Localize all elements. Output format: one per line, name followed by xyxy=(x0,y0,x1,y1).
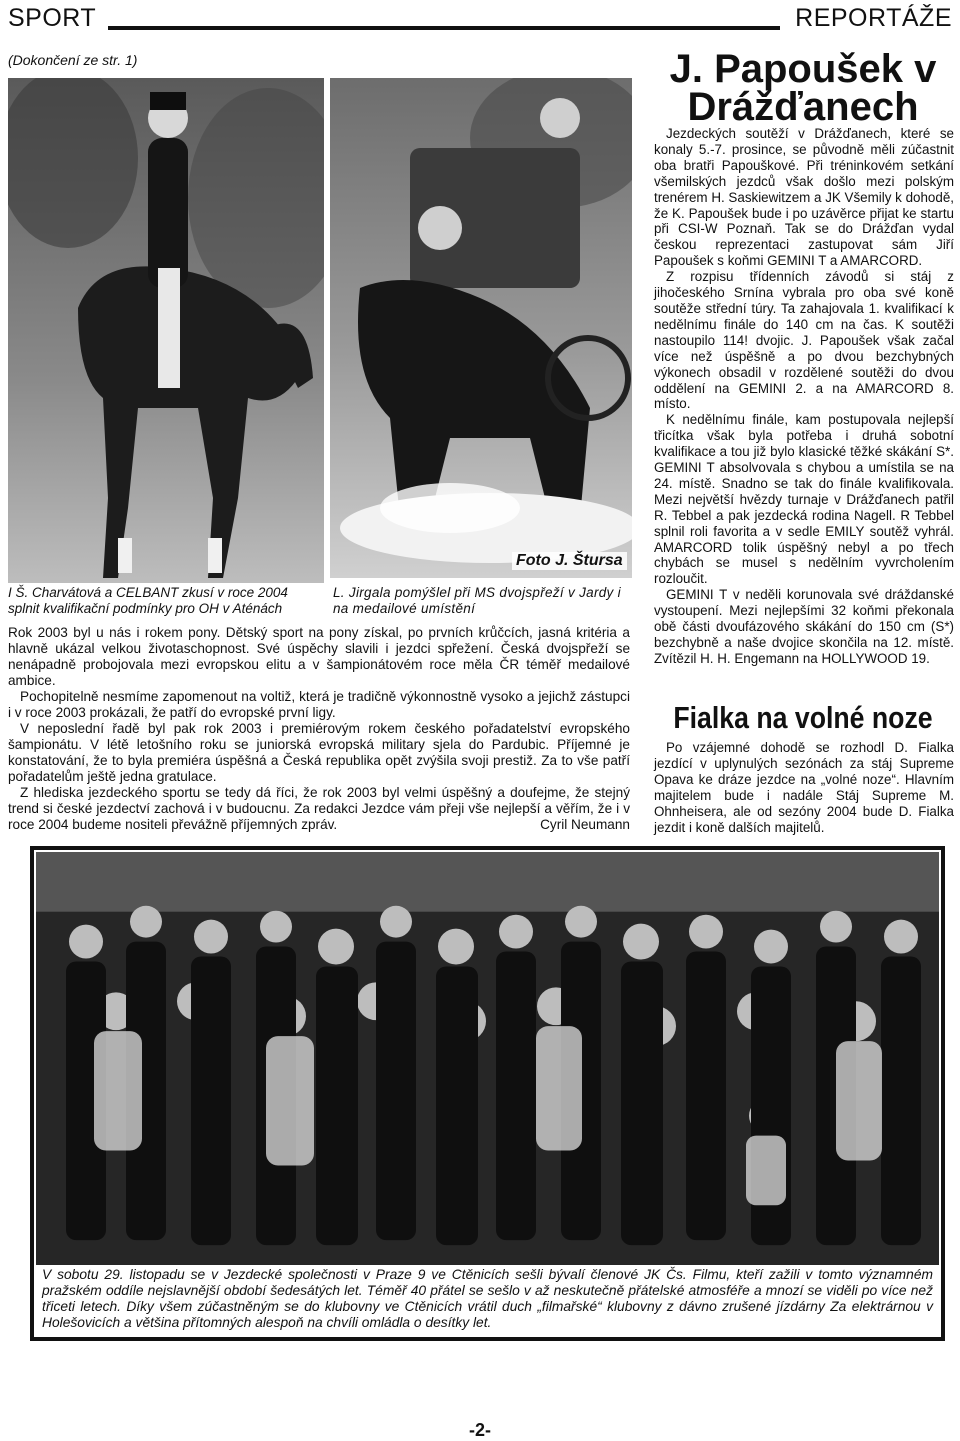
paragraph xyxy=(8,785,630,833)
group-photo-frame xyxy=(30,846,945,1341)
caption-carriage: L. Jirgala pomýšlel při MS dvojspřeží v Jardy i na medailové umístění xyxy=(333,585,621,616)
section-label: SPORT xyxy=(8,4,97,32)
dressage-photo-art xyxy=(8,78,324,583)
author-name: Cyril Neumann xyxy=(540,817,630,832)
paragraph: Pochopitelně nesmíme zapomenout na voltiž, která je tradičně výkonnostně vysoko a jejichž zástupci i v roce 2003 prokázali, že patří do evropské první ligy. xyxy=(8,689,630,720)
group-photo-art xyxy=(36,852,939,1265)
paragraph: K nedělnímu finále, kam postupovala nejlepší třicítka však byla potřeba i druhá sobotní kvalifikace a tou již bylo klasické těžké skákání S*. GEMINI T absolvovala s chybou a umístila se na 24. místě. Snadno se tak do finále kvalifikovala. Mezi největší hvězdy turnaje v Drážďanech patřil R. Tebbel a pak jezdecká rodina Nagell. R Tebbel splnil roli favorita a v sedle EMILY soutěž vyhrál. AMARCORD tolik úspěšný nebyl a po třech chybách se musel s nedělním vyvrcholením rozloučit. xyxy=(654,412,954,587)
paragraph-text: Z hlediska jezdeckého sportu se tedy dá říci, že rok 2003 byl velmi úspěšný a doufejme, že stejný trend si české jezdectví zachová i v budoucnu. Za redakci Jezdce vám přeji vše nejlepší a věřím, že i v roce 2004 budeme nositeli převážně příjemných zpráv. xyxy=(8,785,630,832)
page-number: -2- xyxy=(469,1420,491,1440)
photo-credit: Foto J. Štursa xyxy=(512,552,627,570)
paragraph: Po vzájemné dohodě se rozhodl D. Fialka jezdící v uplynulých sezónách za stáj Supreme Opava ke dráze jezdce na „volné noze“. Hlavním majitelem bude i nadále Stáj Supreme M. Ohnheisera, ale od sezóny 2004 bude D. Fialka jezdit i koně dalších majitelů. xyxy=(654,740,954,835)
paragraph: Z rozpisu třídenních závodů si stáj z jihočeského Srnína vybrala pro oba své koně soutěže střední túry. Ta zahajovala 1. kvalifikací k nedělnímu finále do 140 cm na čas. K soutěži nastoupilo 114! dvojic. J. Papoušek však začal více než úspěšně a po dvou bezchybných výkonech obsadil v rozdělené soutěži do dvou oddělení na GEMINI 2. a na AMARCORD 8. místo. xyxy=(654,269,954,412)
carriage-photo-art xyxy=(330,78,632,578)
article-title-papousek: J. Papoušek v Drážďanech xyxy=(669,47,937,129)
group-photo-caption: V sobotu 29. listopadu se v Jezdecké společnosti v Praze 9 ve Ctěnicích sešli bývalí členové JK Čs. Filmu, kteří zažili v tomto významném pražském oddíle nejslavnější období šedesátých let. Téměř 40 přátel se sešlo v až neskutečně přátelské atmosféře a mnozí se viděli po více než třiceti letech. Díky všem zúčastněným se do klubovny ve Ctěnicích vrátil duch „filmařské“ klubovny z dávno zrušené jízdárny Za elektrárnou v Holešovicích a většina přítomných alespoň na chvíli omládla o desítky let. xyxy=(42,1267,933,1330)
caption-dressage: I Š. Charvátová a CELBANT zkusí v roce 2004 splnit kvalifikační podmínky pro OH v Aténách xyxy=(8,585,288,616)
section-label-right: REPORTÁŽE xyxy=(795,4,952,32)
article-year-review xyxy=(8,625,630,833)
article-papousek xyxy=(654,126,954,667)
paragraph: Rok 2003 byl u nás i rokem pony. Dětský sport na pony získal, po prvních krůčcích, jasná kritéria a hlavně ukázal velkou životaschopnost. Své úspěchy slavili i jezdci spřežení. Česká dvojspřeží se nenápadně probojovala mezi evropskou elitu a v šampionátovém roce měla ČR téměř medailové ambice. xyxy=(8,625,630,688)
paragraph: V neposlední řadě byl pak rok 2003 i premiérovým rokem českého pořadatelství evropského šampionátu. V létě letošního roku se juniorská evropská military sjela do Pardubic. Příjemné je konstatování, že to byla premiéra úspěšná a Česká republika opět zvýšila svoji prestiž. Za to vše patří pořadatelům ještě jedna gratulace. xyxy=(8,721,630,784)
paragraph: Jezdeckých soutěží v Drážďanech, které se konaly 5.-7. prosince, se původně měli zúčastnit oba bratři Papouškové. Při tréninkovém setkání všemilských jezdců však došlo mezi polským trenérem H. Saskiewitzem a JK Všemily k dohodě, že K. Papoušek bude i po uzávěrce přijat ke startu při CSI-W Poznaň. Tak se do Drážďan vydal českou reprezentaci zastupovat sám Jiří Papoušek s koňmi GEMINI T a AMARCORD. xyxy=(654,126,954,269)
header-rule xyxy=(108,26,780,30)
photo-carriage-driving xyxy=(330,78,632,578)
article-title-fialka: Fialka na volné noze xyxy=(673,700,933,735)
article-fialka xyxy=(654,740,954,835)
paragraph: GEMINI T v neděli korunovala své dráždanské vystoupení. Mezi nejlepšími 32 koňmi překonala obě části dvoufázového skákání do 150 cm (S*) bezchybně a naše dvojice skončila na 12. místě. Zvítězil H. H. Engemann na HOLLYWOOD 19. xyxy=(654,587,954,666)
continued-note: (Dokončení ze str. 1) xyxy=(8,52,138,68)
group-photo xyxy=(36,852,939,1265)
photo-dressage-rider xyxy=(8,78,324,583)
